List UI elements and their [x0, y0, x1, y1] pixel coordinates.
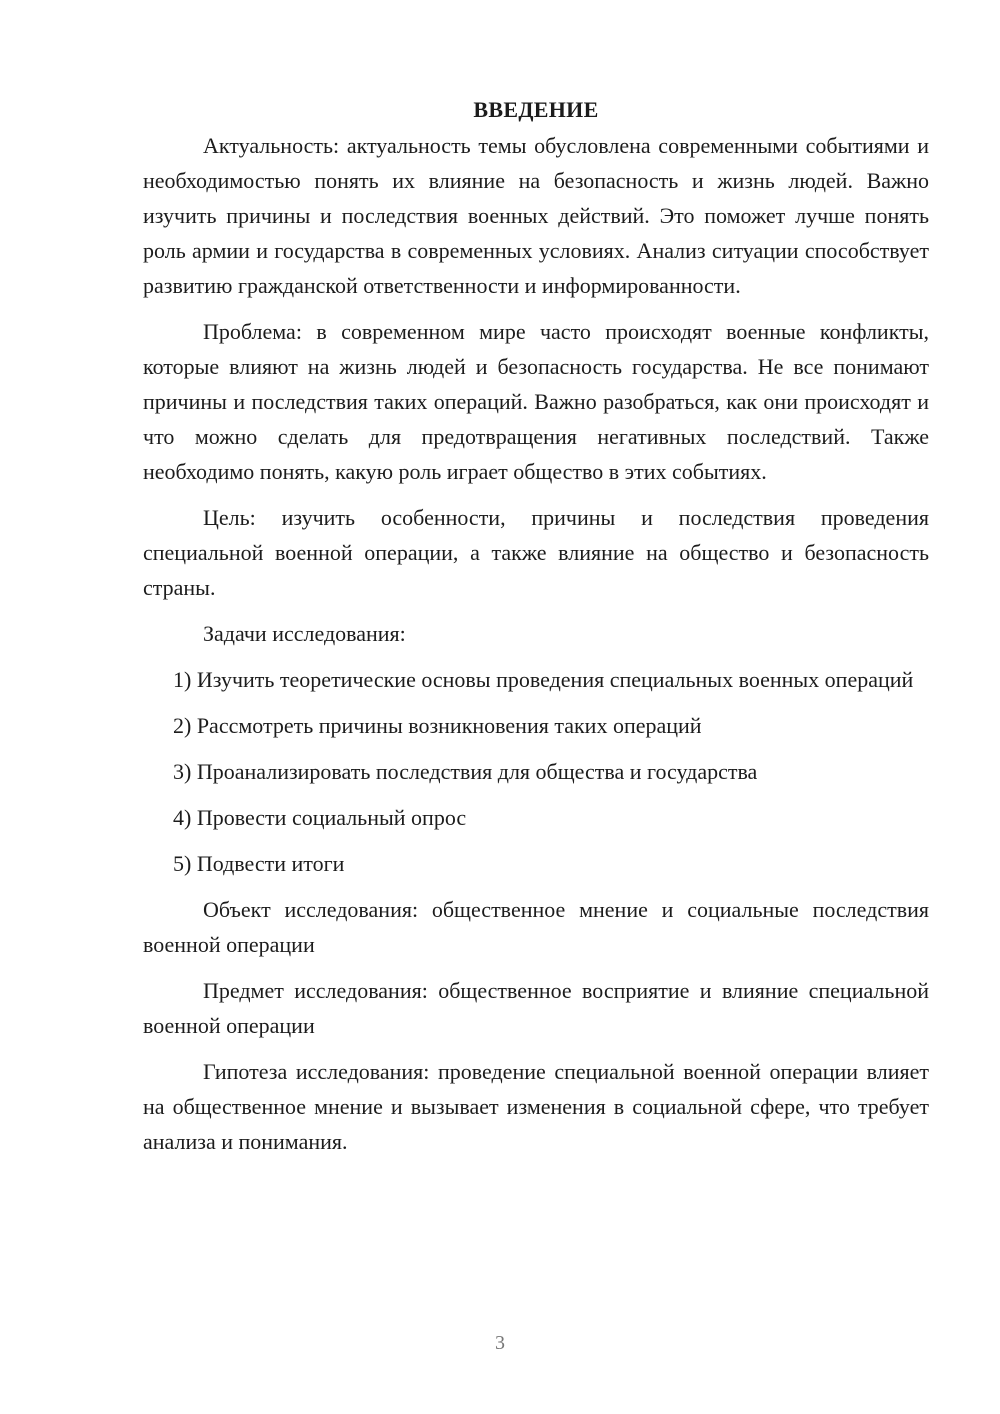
task-item-2: 2) Рассмотреть причины возникновения таких операций [173, 713, 702, 738]
task-item-3: 3) Проанализировать последствия для общества и государства [173, 759, 758, 784]
tasks-heading: Задачи исследования: [203, 621, 406, 646]
paragraph-object: Объект исследования: общественное мнение и социальные последствия военной операции [143, 897, 929, 957]
paragraph-goal: Цель: изучить особенности, причины и последствия проведения специальной военной операции, а также влияние на общество и безопасность страны. [143, 505, 929, 600]
task-item-1: 1) Изучить теоретические основы проведения специальных военных операций [173, 667, 914, 692]
paragraph-problem: Проблема: в современном мире часто происходят военные конфликты, которые влияют на жизнь людей и безопасность государства. Не все понимают причины и последствия таких операций. Важно разобраться, как они происходят и что можно сделать для предотвращения негативных последствий. Также необходимо понять, какую роль играет общество в этих событиях. [143, 319, 929, 484]
page-number: 3 [495, 1332, 505, 1354]
paragraph-subject: Предмет исследования: общественное восприятие и влияние специальной военной операции [143, 978, 929, 1038]
section-heading: ВВЕДЕНИЕ [473, 97, 599, 122]
task-item-5: 5) Подвести итоги [173, 851, 345, 876]
paragraph-hypothesis: Гипотеза исследования: проведение специальной военной операции влияет на общественное мнение и вызывает изменения в социальной сфере, что требует анализа и понимания. [143, 1059, 929, 1154]
document-page [143, 92, 929, 1170]
paragraph-relevance: Актуальность: актуальность темы обусловлена современными событиями и необходимостью понять их влияние на безопасность и жизнь людей. Важно изучить причины и последствия военных действий. Это поможет лучше понять роль армии и государства в современных условиях. Анализ ситуации способствует развитию гражданской ответственности и информированности. [143, 133, 929, 298]
task-item-4: 4) Провести социальный опрос [173, 805, 467, 830]
